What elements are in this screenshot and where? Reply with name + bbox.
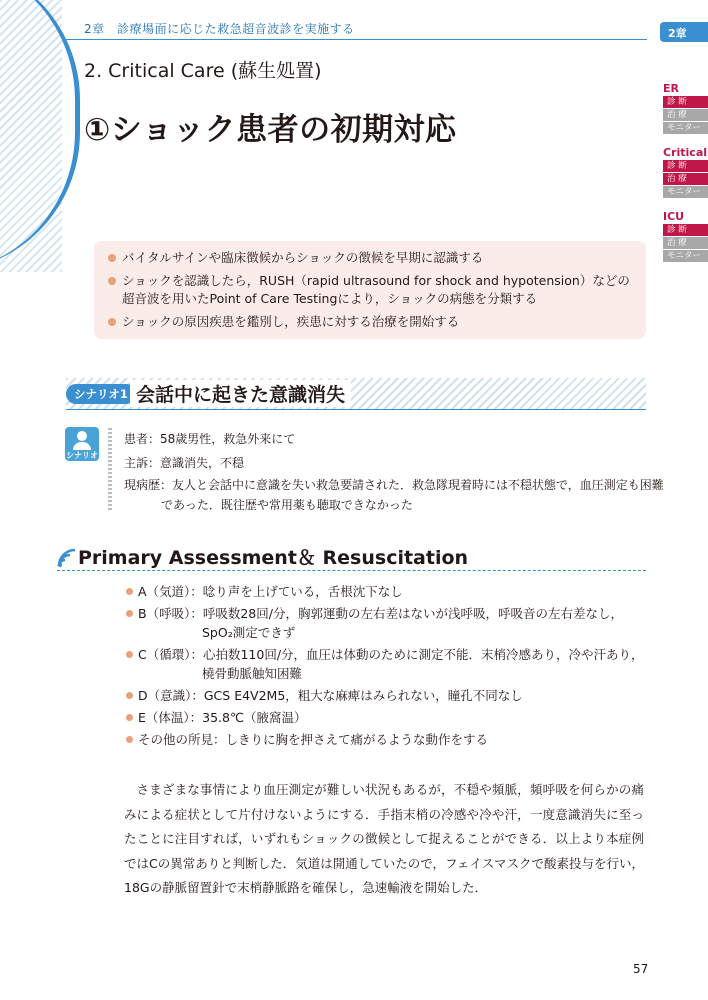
assessment-text: D（意識）：GCS E4V2M5，粗大な麻痺はみられない，瞳孔不同なし xyxy=(138,688,523,703)
chapter-heading: 2章 診療場面に応じた救急超音波診を実施する xyxy=(84,22,355,36)
scenario-badge: シナリオ1 xyxy=(66,384,136,404)
assessment-item xyxy=(126,645,646,683)
case-history-continued: であった．既往歴や常用薬も聴取できなかった xyxy=(161,498,413,512)
summary-text: ショックを認識したら，RUSH（rapid ultrasound for shock and hypotension）などの超音波を用いたPoint of Care Testingにより，ショックの病態を分類する xyxy=(122,272,630,306)
side-index-head: ER xyxy=(663,82,679,95)
side-index-item: モニター xyxy=(663,186,708,198)
chapter-tab: 2章 xyxy=(660,22,708,42)
side-index-group xyxy=(663,210,708,263)
bullet-icon xyxy=(126,714,133,721)
bullet-icon xyxy=(126,610,133,617)
assessment-item xyxy=(126,582,646,601)
side-index-item: 治 療 xyxy=(663,109,708,121)
side-index-item: モニター xyxy=(663,122,708,134)
bullet-icon xyxy=(108,277,116,285)
side-index-item: 治 療 xyxy=(663,237,708,249)
summary-item xyxy=(108,249,634,268)
assessment-text: その他の所見：しきりに胸を押さえて痛がるような動作をする xyxy=(138,732,489,747)
assessment-list xyxy=(126,582,646,752)
side-index-group xyxy=(663,146,708,199)
person-body-shape xyxy=(73,442,91,450)
person-head-shape xyxy=(77,431,87,441)
summary-item xyxy=(108,313,634,332)
case-history: 現病歴：友人と会話中に意識を失い救急要請された．救急隊現着時には不穏状態で，血圧測定も困難 xyxy=(124,478,664,492)
assessment-text: A（気道）：唸り声を上げている，舌根沈下なし xyxy=(138,584,403,599)
assessment-heading: Primary Assessment＆ Resuscitation xyxy=(78,547,469,569)
assessment-underline xyxy=(57,570,646,571)
section-title: 2. Critical Care (蘇生処置) xyxy=(84,60,322,82)
summary-box xyxy=(94,241,646,339)
page-title: ①ショック患者の初期対応 xyxy=(84,112,457,148)
case-complaint: 主訴：意識消失，不穏 xyxy=(124,456,245,470)
side-index-head: ICU xyxy=(663,210,685,223)
assessment-text-continued: 橈骨動脈触知困難 xyxy=(202,666,303,681)
scenario-title: 会話中に起きた意識消失 xyxy=(130,380,351,407)
bullet-icon xyxy=(108,254,116,262)
bullet-icon xyxy=(126,692,133,699)
case-divider xyxy=(108,428,112,512)
assessment-item xyxy=(126,686,646,705)
side-index-item: 診 断 xyxy=(663,96,708,108)
bullet-icon xyxy=(126,736,133,743)
side-index-item: 治 療 xyxy=(663,173,708,185)
summary-text: バイタルサインや臨床徴候からショックの徴候を早期に認識する xyxy=(122,250,484,265)
bullet-icon xyxy=(108,318,116,326)
page-number: 57 xyxy=(633,962,649,976)
body-paragraph: さまざまな事情により血圧測定が難しい状況もあるが，不穏や頻脈，頻呼吸を何らかの痛みによる症状として片付けないようにする．手指末梢の冷感や冷や汗，一度意識消失に至ったことに注目すれば，いずれもショックの徴候として捉えることができる．以上より本症例ではCの異常ありと判断した．気道は開通していたので，フェイスマスクで酸素投与を行い，18Gの静脈留置針で末梢静脈路を確保し，急速輸液を開始した． xyxy=(124,782,644,895)
side-index-item: 診 断 xyxy=(663,160,708,172)
side-index-item: モニター xyxy=(663,250,708,262)
case-patient: 患者：58歳男性，救急外来にて xyxy=(124,432,296,446)
assessment-text: C（循環）：心拍数110回/分，血圧は体動のために測定不能．末梢冷感あり，冷や汗あり， xyxy=(138,647,644,662)
assessment-item xyxy=(126,604,646,642)
bullet-icon xyxy=(126,651,133,658)
assessment-text: E（体温）：35.8℃（腋窩温） xyxy=(138,710,307,725)
side-index-group xyxy=(663,82,708,135)
signal-icon xyxy=(57,548,77,568)
assessment-item xyxy=(126,730,646,749)
side-index-head: Critical xyxy=(663,146,708,159)
assessment-text-continued: SpO₂測定できず xyxy=(202,625,296,640)
summary-text: ショックの原因疾患を鑑別し，疾患に対する治療を開始する xyxy=(122,313,460,329)
bullet-icon xyxy=(126,588,133,595)
scenario-person-icon xyxy=(65,427,99,461)
assessment-text: B（呼吸）：呼吸数28回/分，胸郭運動の左右差はないが浅呼吸，呼吸音の左右差なし， xyxy=(138,606,623,621)
side-index-item: 診 断 xyxy=(663,224,708,236)
scenario-icon-label: シナリオ xyxy=(66,451,98,460)
assessment-item xyxy=(126,708,646,727)
summary-item xyxy=(108,272,634,309)
